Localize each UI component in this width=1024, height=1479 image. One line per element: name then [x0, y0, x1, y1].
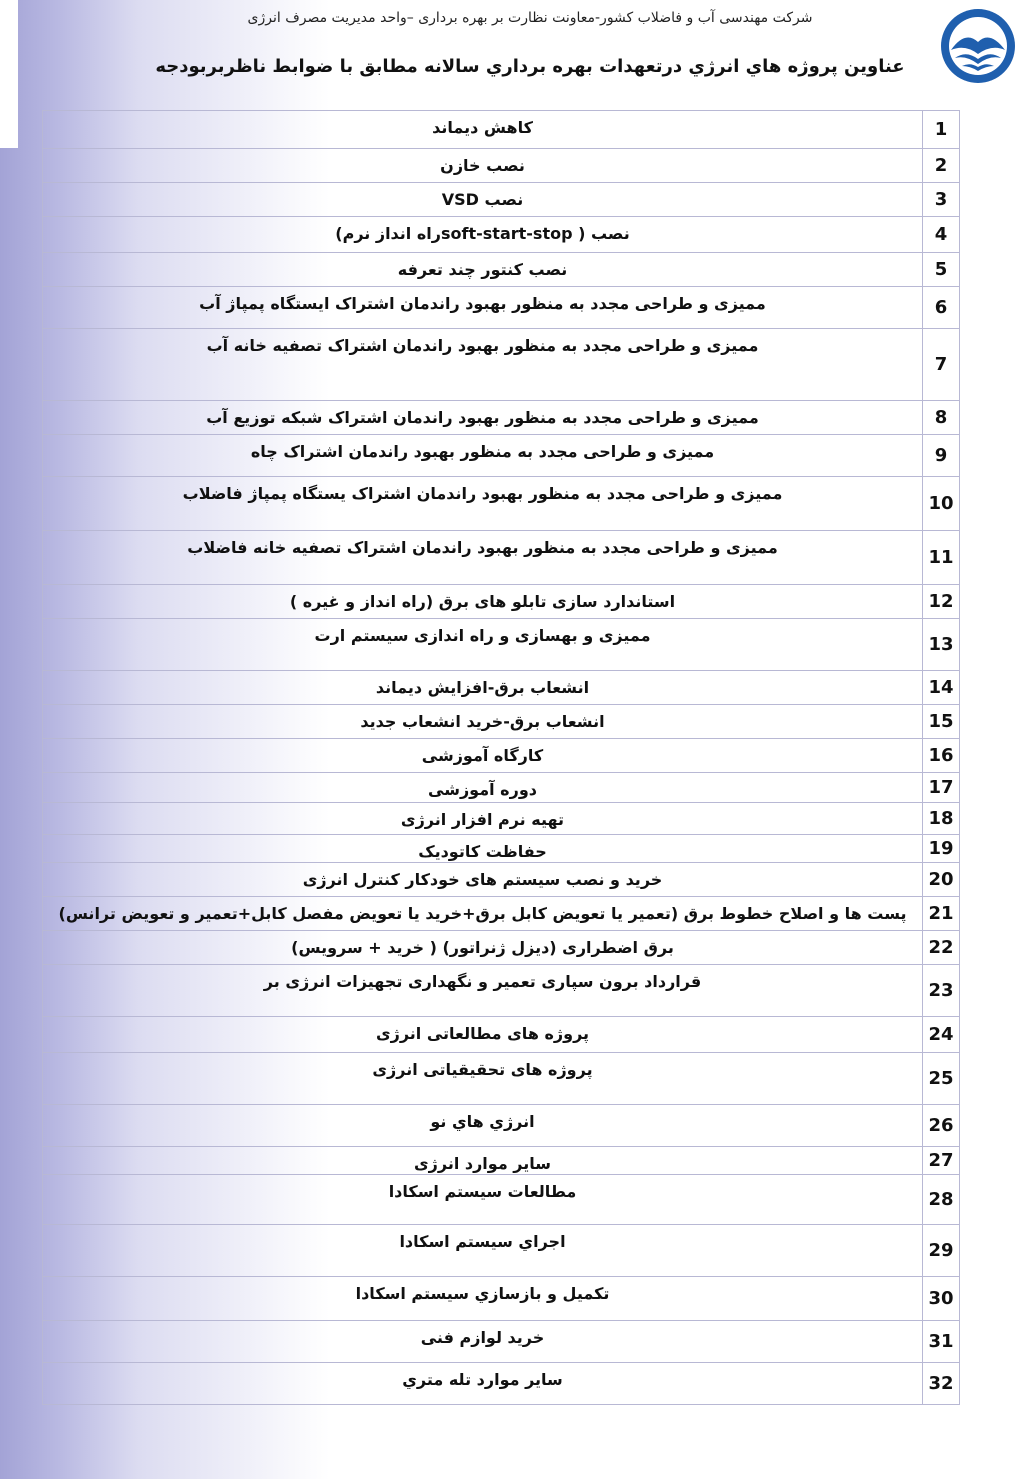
table-row — [43, 217, 960, 253]
project-title: مطالعات سيستم اسكادا — [43, 1175, 923, 1225]
page-header — [130, 0, 930, 100]
project-title: اجراي سيستم اسكادا — [43, 1225, 923, 1277]
row-number: 28 — [923, 1175, 960, 1225]
project-title: مميزی و طراحی مجدد به منظور بهبود راندمان اشتراک شبکه توزيع آب — [43, 401, 923, 435]
table-row — [43, 253, 960, 287]
project-title: انرژي هاي نو — [43, 1105, 923, 1147]
table-row — [43, 1105, 960, 1147]
project-title: نصب ( soft-start-stopراه انداز نرم) — [43, 217, 923, 253]
projects-table — [42, 110, 960, 1405]
table-row — [43, 1363, 960, 1405]
project-title: نصب VSD — [43, 183, 923, 217]
row-number: 23 — [923, 965, 960, 1017]
table-row — [43, 1053, 960, 1105]
project-title: ساير موارد تله متري — [43, 1363, 923, 1405]
project-title: پروژه های تحقيقياتی انرژی — [43, 1053, 923, 1105]
table-row — [43, 705, 960, 739]
project-title: حفاظت كاتوديک — [43, 835, 923, 863]
water-company-logo-icon — [938, 6, 1018, 86]
row-number: 4 — [923, 217, 960, 253]
row-number: 2 — [923, 149, 960, 183]
page-corner — [0, 0, 18, 148]
table-row — [43, 1225, 960, 1277]
project-title: خريد لوازم فنی — [43, 1321, 923, 1363]
row-number: 21 — [923, 897, 960, 931]
table-row — [43, 931, 960, 965]
project-title: مميزی و طراحی مجدد به منظور بهبود راندمان اشتراک چاه — [43, 435, 923, 477]
table-row — [43, 835, 960, 863]
table-row — [43, 111, 960, 149]
row-number: 32 — [923, 1363, 960, 1405]
row-number: 20 — [923, 863, 960, 897]
page-title: عناوين پروژه هاي انرژي درتعهدات بهره برداري سالانه مطابق با ضوابط ناظربربودجه — [155, 56, 905, 77]
project-title: ساير موارد انرژی — [43, 1147, 923, 1175]
row-number: 17 — [923, 773, 960, 803]
row-number: 12 — [923, 585, 960, 619]
project-title: دوره آموزشی — [43, 773, 923, 803]
table-row — [43, 183, 960, 217]
table-row — [43, 739, 960, 773]
table-row — [43, 329, 960, 401]
project-title: مميزی و طراحی مجدد به منظور بهبود راندمان اشتراک ايستگاه پمپاژ آب — [43, 287, 923, 329]
project-title: پست ها و اصلاح خطوط برق (تعمير يا تعويض كابل برق+خريد يا تعويض مفصل كابل+تعمير و تعويض ترانس) — [43, 897, 923, 931]
row-number: 24 — [923, 1017, 960, 1053]
table-row — [43, 149, 960, 183]
project-title: انشعاب برق-افزايش ديماند — [43, 671, 923, 705]
row-number: 8 — [923, 401, 960, 435]
table-row — [43, 401, 960, 435]
row-number: 22 — [923, 931, 960, 965]
row-number: 14 — [923, 671, 960, 705]
row-number: 18 — [923, 803, 960, 835]
project-title: خريد و نصب سيستم های خودكار كنترل انرژی — [43, 863, 923, 897]
table-row — [43, 585, 960, 619]
row-number: 1 — [923, 111, 960, 149]
row-number: 16 — [923, 739, 960, 773]
project-title: انشعاب برق-خريد انشعاب جديد — [43, 705, 923, 739]
row-number: 10 — [923, 477, 960, 531]
table-row — [43, 531, 960, 585]
row-number: 5 — [923, 253, 960, 287]
table-row — [43, 1017, 960, 1053]
table-row — [43, 863, 960, 897]
table-row — [43, 1175, 960, 1225]
project-title: نصب كنتور چند تعرفه — [43, 253, 923, 287]
table-row — [43, 897, 960, 931]
project-title: پروژه های مطالعاتی انرژی — [43, 1017, 923, 1053]
row-number: 15 — [923, 705, 960, 739]
table-row — [43, 287, 960, 329]
row-number: 11 — [923, 531, 960, 585]
table-row — [43, 435, 960, 477]
project-title: استاندارد سازی تابلو های برق (راه انداز و غيره ) — [43, 585, 923, 619]
table-row — [43, 671, 960, 705]
row-number: 29 — [923, 1225, 960, 1277]
row-number: 19 — [923, 835, 960, 863]
row-number: 25 — [923, 1053, 960, 1105]
project-title: كاهش ديماند — [43, 111, 923, 149]
project-title: مميزی و طراحی مجدد به منظور بهبود راندمان اشتراک تصفيه خانه فاضلاب — [43, 531, 923, 585]
table-row — [43, 965, 960, 1017]
row-number: 27 — [923, 1147, 960, 1175]
table-row — [43, 1321, 960, 1363]
project-title: تكميل و بازسازي سيستم اسكادا — [43, 1277, 923, 1321]
row-number: 13 — [923, 619, 960, 671]
project-title: مميزی و طراحی مجدد به منظور بهبود راندمان اشتراک يستگاه پمپاژ فاضلاب — [43, 477, 923, 531]
project-title: مميزی و بهسازی و راه اندازی سيستم ارت — [43, 619, 923, 671]
project-title: نصب خازن — [43, 149, 923, 183]
company-line: شرکت مهندسی آب و فاضلاب کشور-معاونت نظارت بر بهره برداری –واحد مدیریت مصرف انرژی — [247, 10, 813, 26]
table-row — [43, 773, 960, 803]
row-number: 30 — [923, 1277, 960, 1321]
project-title: مميزی و طراحی مجدد به منظور بهبود راندمان اشتراک تصفيه خانه آب — [43, 329, 923, 401]
row-number: 26 — [923, 1105, 960, 1147]
row-number: 3 — [923, 183, 960, 217]
table-row — [43, 1277, 960, 1321]
table-row — [43, 619, 960, 671]
table-row — [43, 803, 960, 835]
row-number: 6 — [923, 287, 960, 329]
table-row — [43, 1147, 960, 1175]
project-title: كارگاه آموزشی — [43, 739, 923, 773]
project-title: تهيه نرم افزار انرژی — [43, 803, 923, 835]
row-number: 31 — [923, 1321, 960, 1363]
row-number: 9 — [923, 435, 960, 477]
row-number: 7 — [923, 329, 960, 401]
table-row — [43, 477, 960, 531]
project-title: قرارداد برون سپاری تعمير و نگهداری تجهيزات انرژی بر — [43, 965, 923, 1017]
project-title: برق اضطراری (ديزل ژنراتور) ( خريد + سرويس) — [43, 931, 923, 965]
